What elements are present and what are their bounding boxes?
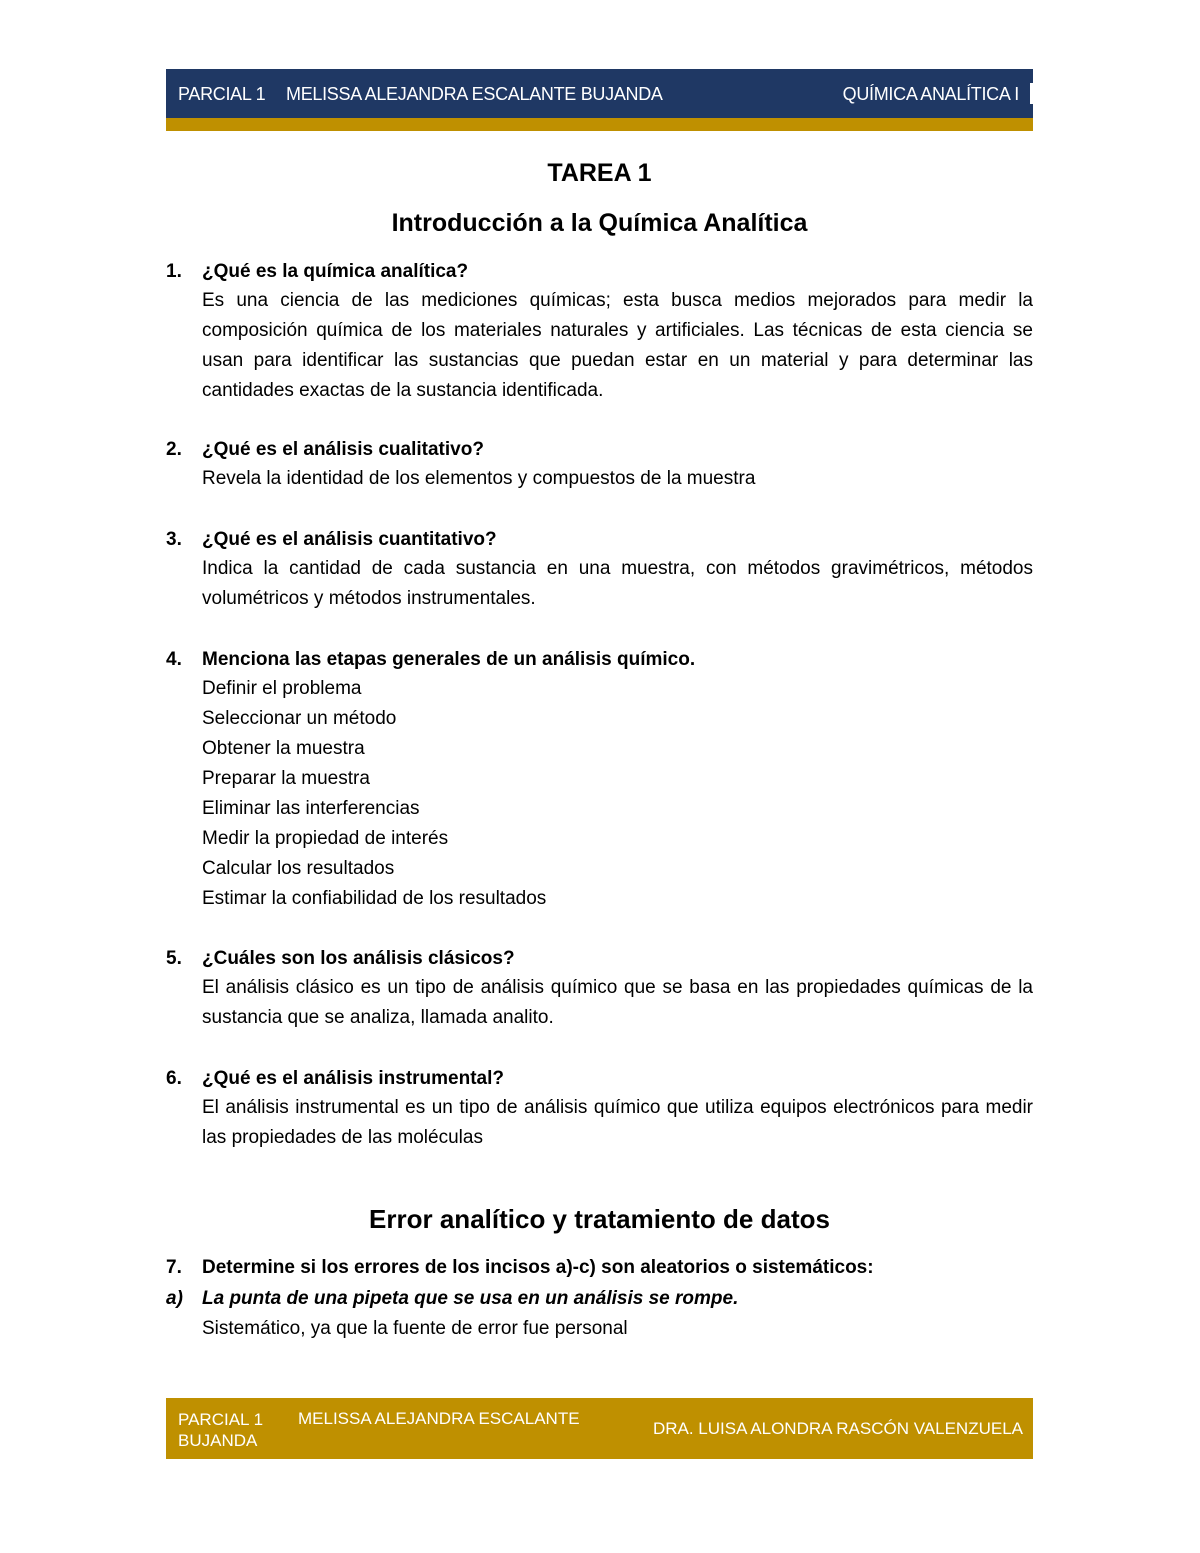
question-text: ¿Qué es el análisis instrumental? (202, 1068, 504, 1089)
answer-text: Es una ciencia de las mediciones químicas; esta busca medios mejorados para medir la composición química de los materiales naturales y artificiales. Las técnicas de esta ciencia se usan para identificar las sustancias que puedan estar en un material y para determinar las cantidades exactas de la sustancia identificada. (202, 290, 1033, 401)
header-cursor-mark (1030, 83, 1033, 104)
question-number: 7. (166, 1257, 182, 1278)
answer-text: El análisis instrumental es un tipo de análisis químico que utiliza equipos electrónicos para medir las propiedades de las moléculas (202, 1097, 1033, 1148)
subitem-text: La punta de una pipeta que se usa en un análisis se rompe. (202, 1288, 739, 1309)
list-item: Medir la propiedad de interés (202, 828, 449, 849)
answer-text: Revela la identidad de los elementos y compuestos de la muestra (202, 468, 756, 489)
question-text: ¿Cuáles son los análisis clásicos? (202, 948, 515, 969)
list-item: Obtener la muestra (202, 738, 365, 759)
list-item: Seleccionar un método (202, 708, 397, 729)
list-item: Preparar la muestra (202, 768, 370, 789)
question-text: Menciona las etapas generales de un análisis químico. (202, 649, 696, 670)
footer-student-name: MELISSA ALEJANDRA ESCALANTE (298, 1409, 580, 1428)
header-parcial: PARCIAL 1 (178, 84, 266, 104)
list-item: Calcular los resultados (202, 858, 395, 879)
header-student-name: MELISSA ALEJANDRA ESCALANTE BUJANDA (286, 84, 663, 104)
page-title: TAREA 1 (547, 159, 652, 187)
question-text: ¿Qué es el análisis cuantitativo? (202, 529, 497, 550)
footer-teacher: DRA. LUISA ALONDRA RASCÓN VALENZUELA (652, 1419, 1023, 1438)
question-text: ¿Qué es la química analítica? (202, 261, 469, 282)
question-number: 2. (166, 439, 182, 460)
subitem-label: a) (166, 1288, 183, 1309)
answer-text: El análisis clásico es un tipo de análisis químico que se basa en las propiedades químicas de la sustancia que se analiza, llamada analito. (202, 977, 1033, 1028)
list-item: Estimar la confiabilidad de los resultados (202, 888, 547, 909)
question-number: 1. (166, 261, 182, 282)
answer-text: Indica la cantidad de cada sustancia en una muestra, con métodos gravimétricos, métodos volumétricos y métodos instrumentales. (202, 558, 1033, 609)
header-gold-rule (166, 118, 1033, 131)
page-footer (166, 1398, 1033, 1459)
section-title-error: Error analítico y tratamiento de datos (369, 1204, 830, 1234)
list-item: Eliminar las interferencias (202, 798, 420, 819)
question-number: 4. (166, 649, 182, 670)
list-item: Definir el problema (202, 678, 362, 699)
question-number: 5. (166, 948, 182, 969)
question-number: 6. (166, 1068, 182, 1089)
question-text: ¿Qué es el análisis cualitativo? (202, 439, 484, 460)
answer-text: Sistemático, ya que la fuente de error fue personal (202, 1318, 628, 1339)
header-course: QUÍMICA ANALÍTICA I (842, 84, 1019, 104)
footer-parcial-label: PARCIAL 1 (178, 1410, 264, 1429)
section-title-intro: Introducción a la Química Analítica (391, 209, 808, 237)
question-number: 3. (166, 529, 182, 550)
footer-parcial (178, 1409, 298, 1451)
question-text: Determine si los errores de los incisos a)-c) son aleatorios o sistemáticos: (202, 1257, 874, 1278)
page-header (166, 69, 1033, 131)
footer-student-overflow: BUJANDA (178, 1431, 258, 1450)
